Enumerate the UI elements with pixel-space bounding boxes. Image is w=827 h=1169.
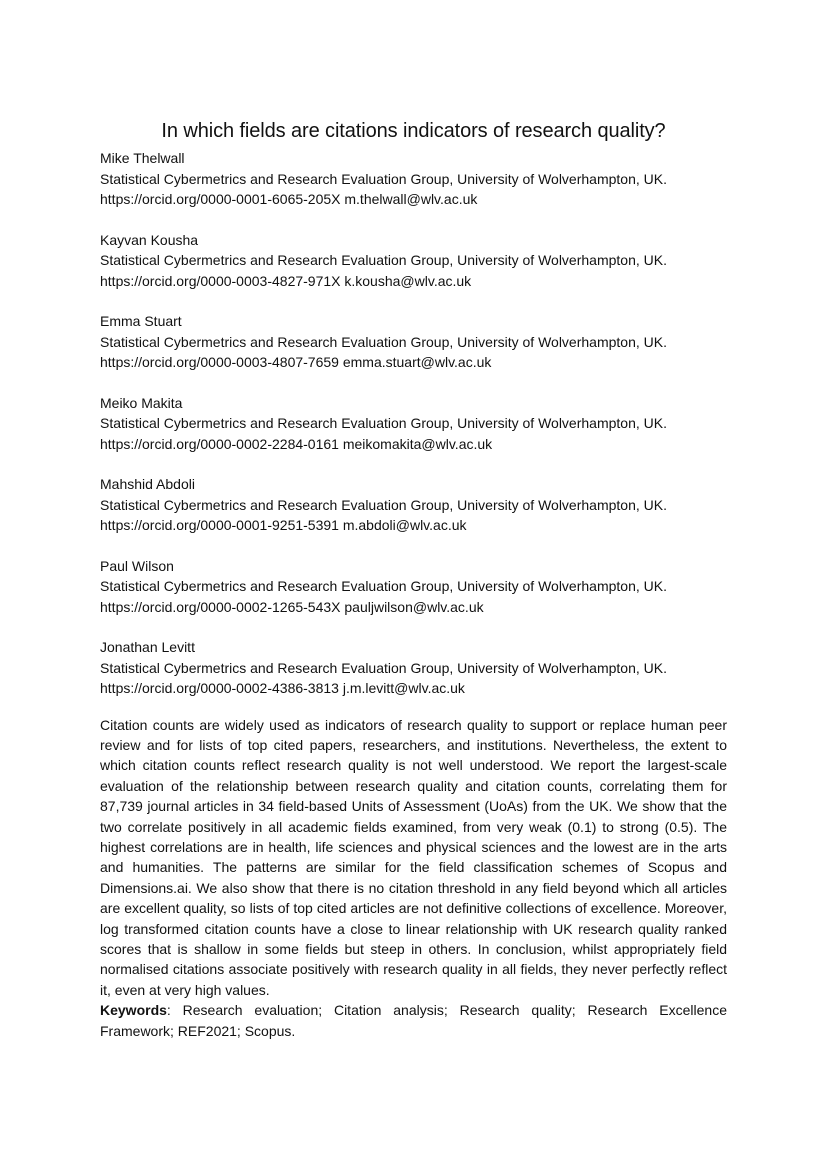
keywords-text: : Research evaluation; Citation analysis; Research quality; Research Excellence Framework; REF2021; Scopus. <box>100 1002 727 1039</box>
author-block <box>100 637 727 699</box>
author-contact: https://orcid.org/0000-0002-2284-0161 meikomakita@wlv.ac.uk <box>100 435 493 452</box>
author-name: Emma Stuart <box>100 313 182 329</box>
author-contact: https://orcid.org/0000-0001-9251-5391 m.abdoli@wlv.ac.uk <box>100 517 467 533</box>
author-block <box>100 148 727 210</box>
keywords-label: Keywords <box>100 1002 167 1019</box>
author-contact: https://orcid.org/0000-0002-4386-3813 j.m.levitt@wlv.ac.uk <box>100 680 465 696</box>
author-name: Kayvan Kousha <box>100 231 199 248</box>
author-name: Jonathan Levitt <box>100 639 195 655</box>
author-name: Meiko Makita <box>100 394 183 411</box>
abstract-paragraph: Citation counts are widely used as indicators of research quality to support or replace human peer review and for lists of top cited papers, researchers, and institutions. Nevertheless, the extent to which citation counts reflect research quality is not well understood. We report the largest-scale evaluation of the relationship between research quality and citation counts, correlating them for 87,739 journal articles in 34 field-based Units of Assessment (UoAs) from the UK. We show that the two correlate positively in all academic fields examined, from very weak (0.1) to strong (0.5). The highest correlations are in health, life sciences and physical sciences and the lowest are in the arts and humanities. The patterns are similar for the field classification schemes of Scopus and Dimensions.ai. We also show that there is no citation threshold in any field beyond which all articles are excellent quality, so lists of top cited articles are not definitive collections of excellence. Moreover, log transformed citation counts have a close to linear relationship with UK research quality ranked scores that is shallow in some fields but steep in others. In conclusion, whilst appropriately field normalised citations associate positively with research quality in all fields, they never perfectly reflect it, even at very high values. <box>100 716 727 998</box>
author-affiliation: Statistical Cybermetrics and Research Evaluation Group, University of Wolverhampton, UK. <box>100 496 667 513</box>
author-name: Paul Wilson <box>100 557 174 574</box>
author-affiliation: Statistical Cybermetrics and Research Evaluation Group, University of Wolverhampton, UK. <box>100 578 667 594</box>
author-block <box>100 474 727 536</box>
author-affiliation: Statistical Cybermetrics and Research Evaluation Group, University of Wolverhampton, UK. <box>100 170 667 187</box>
author-block <box>100 311 727 373</box>
author-block <box>100 230 727 292</box>
author-affiliation: Statistical Cybermetrics and Research Evaluation Group, University of Wolverhampton, UK. <box>100 333 667 350</box>
author-block <box>100 393 727 455</box>
author-affiliation: Statistical Cybermetrics and Research Evaluation Group, University of Wolverhampton, UK. <box>100 252 667 268</box>
author-block <box>100 556 727 618</box>
author-name: Mahshid Abdoli <box>100 476 195 492</box>
author-list <box>100 148 727 699</box>
paper-title: In which fields are citations indicators of research quality? <box>161 120 666 142</box>
paper-first-page <box>100 118 727 1041</box>
author-contact: https://orcid.org/0000-0003-4827-971X k.kousha@wlv.ac.uk <box>100 272 472 289</box>
author-contact: https://orcid.org/0000-0002-1265-543X pauljwilson@wlv.ac.uk <box>100 598 484 615</box>
author-name: Mike Thelwall <box>100 150 185 166</box>
keywords-line <box>100 1000 727 1041</box>
author-affiliation: Statistical Cybermetrics and Research Evaluation Group, University of Wolverhampton, UK. <box>100 415 667 431</box>
author-contact: https://orcid.org/0000-0003-4807-7659 emma.stuart@wlv.ac.uk <box>100 354 492 370</box>
author-affiliation: Statistical Cybermetrics and Research Evaluation Group, University of Wolverhampton, UK. <box>100 659 667 676</box>
author-contact: https://orcid.org/0000-0001-6065-205X m.thelwall@wlv.ac.uk <box>100 191 478 207</box>
